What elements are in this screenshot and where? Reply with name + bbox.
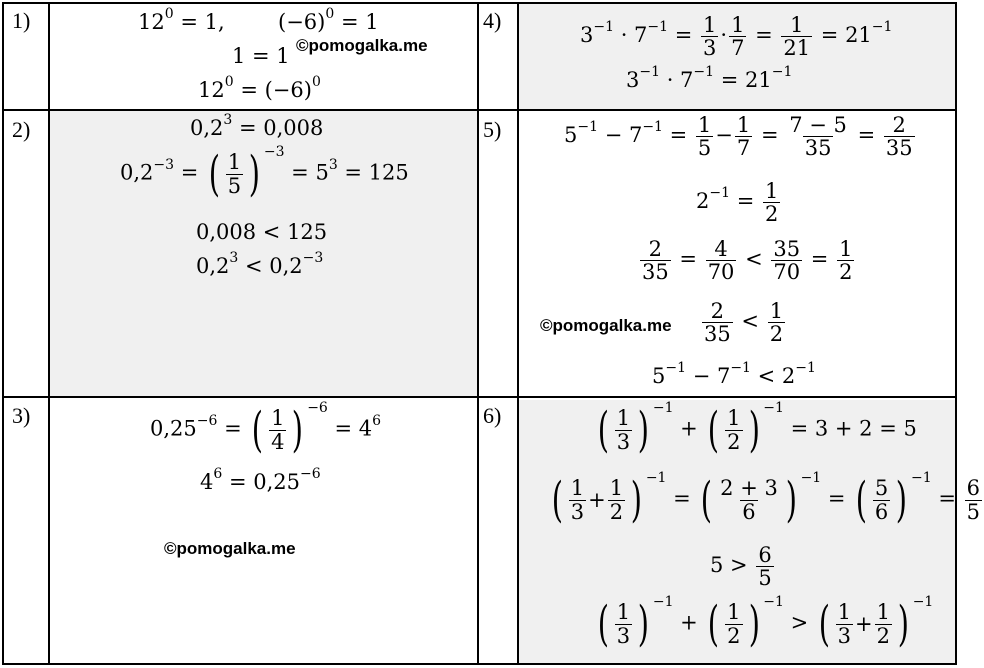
label-2: 2)	[12, 117, 31, 142]
c3-line1: $0,25^{-6}$ = ( $\frac{1}{4}$ ) $^{-6}$ = $4^6$	[150, 400, 382, 458]
label-1: 1)	[12, 8, 31, 33]
c5-line4: $\frac{2}{35}$ < $\frac{1}{2}$	[704, 299, 784, 347]
c5-line2: $2^{-1}$ = $\frac{1}{2}$	[696, 179, 779, 227]
watermark-3: ©pomogalka.me	[164, 539, 296, 558]
divider-h1	[4, 109, 955, 111]
c1-line2: 1 = 1	[232, 44, 290, 68]
c4-line1: $3^{-1} \cdot 7^{-1}$ = $\frac{1}{3}$ · $\frac{1}{7}$ = $\frac{1}{21}$ = $21^{-1}$	[580, 13, 893, 61]
label-5: 5)	[483, 117, 502, 142]
c5-line1: $5^{-1} - 7^{-1}$ = $\frac{1}{5}$ − $\frac{1}{7}$ = $\frac{7 - 5}{35}$ = $\frac{2}{35}$	[564, 113, 913, 161]
divider-v2	[477, 4, 479, 663]
divider-v1	[48, 4, 50, 663]
c2-line1: $0,2^3 = 0,008$	[190, 112, 324, 140]
c5-line3: $\frac{2}{35}$ = $\frac{4}{70}$ < $\frac{35}{70}$ = $\frac{1}{2}$	[642, 237, 853, 285]
c6-line1: ( $\frac{1}{3}$ ) $^{-1}$ + ( $\frac{1}{2}$ ) $^{-1}$ = 3 + 2 = 5	[597, 400, 917, 458]
label-6: 6)	[483, 403, 502, 428]
c4-line2: $3^{-1} \cdot 7^{-1} = 21^{-1}$	[626, 64, 793, 92]
c2-line3: 0,008 < 125	[196, 220, 328, 244]
c1-line1: $12^0 = 1$, $(-6)^0 = 1$	[138, 6, 379, 34]
label-4: 4)	[483, 8, 502, 33]
watermark-1: ©pomogalka.me	[296, 36, 428, 55]
c6-line3: 5 > $\frac{6}{5}$	[710, 543, 772, 591]
divider-v3	[517, 4, 519, 663]
c2-line4: $0,2^3 < 0,2^{-3}$	[196, 250, 324, 278]
label-3: 3)	[12, 403, 31, 428]
watermark-5: ©pomogalka.me	[540, 316, 672, 335]
c1-line3: $12^0 = (-6)^0$	[198, 74, 321, 102]
c2-line2: $0,2^{-3}$ = ( $\frac{1}{5}$ ) $^{-3}$ = $5^3 = 125$	[120, 144, 409, 202]
divider-h2	[4, 396, 955, 398]
c3-line2: $4^6 = 0,25^{-6}$	[200, 466, 321, 494]
c6-line2: ( $\frac{1}{3}$ + $\frac{1}{2}$ ) $^{-1}$ = ( $\frac{2 + 3}{6}$ ) $^{-1}$ = ( $\frac{5}{6}$ ) $^{-1}$ = $\frac{6}{5}$	[551, 470, 980, 528]
c5-line5: $5^{-1} - 7^{-1} < 2^{-1}$	[652, 360, 816, 388]
solutions-table	[2, 2, 980, 665]
c6-line4: ( $\frac{1}{3}$ ) $^{-1}$ + ( $\frac{1}{2}$ ) $^{-1}$ > ( $\frac{1}{3}$ + $\frac{1}{2}$ ) $^{-1}$	[597, 594, 934, 652]
